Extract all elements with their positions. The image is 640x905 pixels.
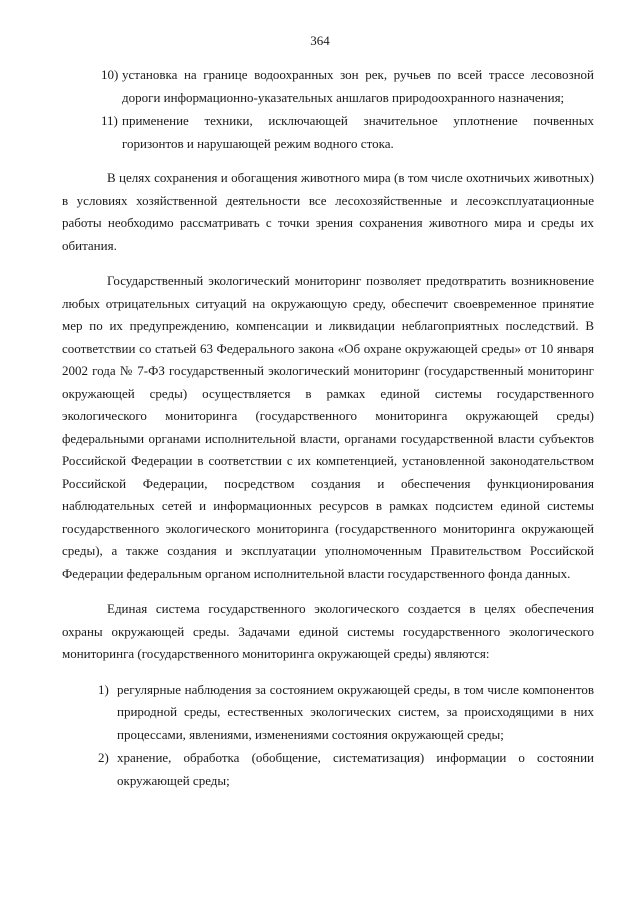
page-content	[62, 64, 594, 793]
list-marker: 11)	[101, 113, 118, 128]
list-item-text: применение техники, исключающей значительное уплотнение почвенных горизонтов и нарушающей режим водного стока.	[122, 113, 594, 151]
tasks-list	[62, 679, 594, 793]
list-item-text: регулярные наблюдения за состоянием окружающей среды, в том числе компонентов природной среды, естественных экологических систем, за происходящими в них процессами, явлениями, изменениями состояния окружающей среды;	[117, 681, 594, 742]
list-marker: 10)	[101, 67, 119, 82]
list-marker: 2)	[98, 750, 109, 765]
paragraph-unified-system: Единая система государственного экологического создается в целях обеспечения охраны окружающей среды. Задачами единой системы государственного экологического мониторинга (государственного мониторинга окружающей среды) являются:	[62, 601, 594, 661]
list-item-text: установка на границе водоохранных зон рек, ручьев по всей трассе лесовозной дороги информационно-указательных аншлагов природоохранного назначения;	[122, 67, 594, 105]
list-item-1	[62, 679, 594, 747]
paragraph-wildlife: В целях сохранения и обогащения животного мира (в том числе охотничьих животных) в условиях хозяйственной деятельности все лесохозяйственные и лесоэксплуатационные работы необходимо рассматривать с точки зрения сохранения животного мира и среды их обитания.	[62, 170, 594, 253]
page-number: 364	[310, 33, 330, 48]
list-item-text: хранение, обработка (обобщение, систематизация) информации о состоянии окружающей среды;	[117, 750, 594, 788]
paragraph-monitoring: Государственный экологический мониторинг позволяет предотвратить возникновение любых отрицательных ситуаций на окружающую среду, обеспечит своевременное принятие мер по их предупреждению, компенсации и ликвидации неблагоприятных последствий. В соответствии со статьей 63 Федерального закона «Об охране окружающей среды» от 10 января 2002 года № 7-ФЗ государственный экологический мониторинг (государственный мониторинг окружающей среды) осуществляется в рамках единой системы государственного экологического мониторинга (государственного мониторинга окружающей среды) федеральными органами исполнительной власти, органами государственной власти субъектов Российской Федерации в соответствии с их компетенцией, установленной законодательством Российской Федерации, посредством создания и обеспечения функционирования наблюдательных сетей и информационных ресурсов в рамках подсистем единой системы государственного экологического мониторинга (государственного мониторинга окружающей среды), а также создания и эксплуатации уполномоченным Правительством Российской Федерации федеральным органом исполнительной власти государственного фонда данных.	[62, 273, 594, 581]
list-item-10	[62, 64, 594, 109]
list-item-11	[62, 110, 594, 155]
list-marker: 1)	[98, 681, 109, 697]
list-item-2	[62, 747, 594, 792]
